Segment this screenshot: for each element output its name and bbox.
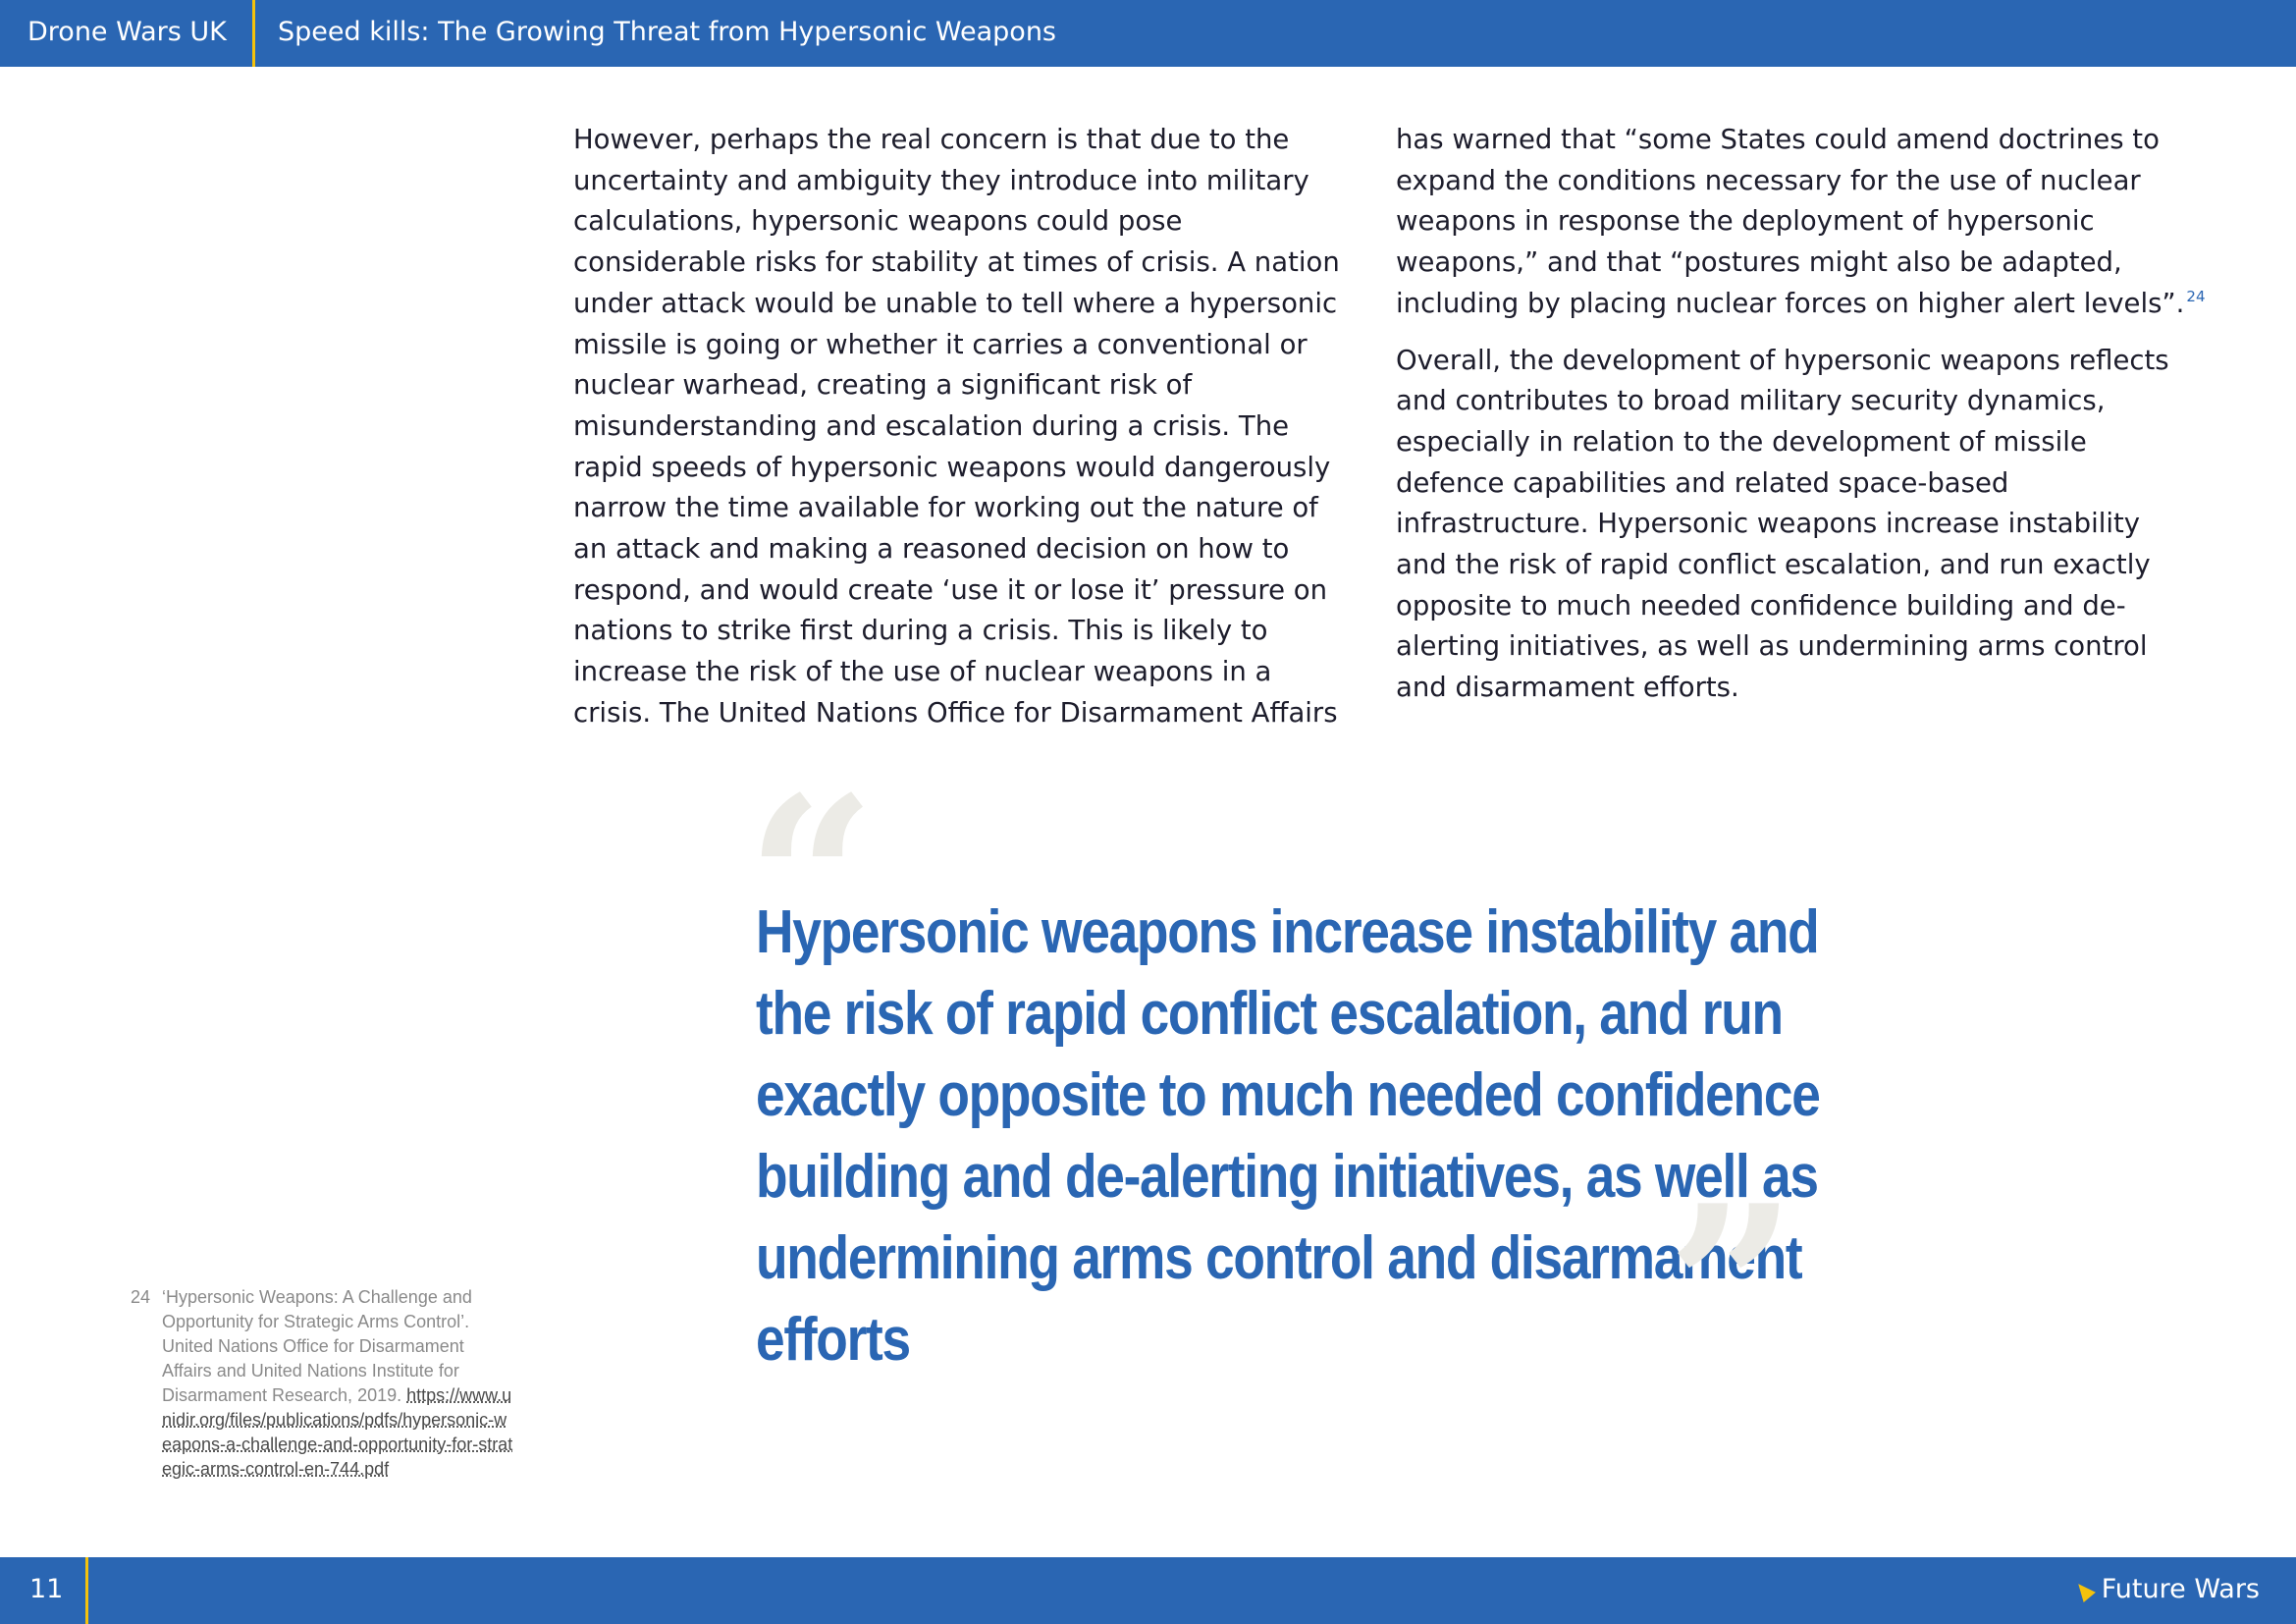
body-column-right bbox=[1396, 120, 2206, 709]
header-bar bbox=[0, 0, 2296, 67]
body-column-left bbox=[573, 120, 1349, 734]
page-number: 11 bbox=[29, 1574, 64, 1604]
series-name: Future Wars bbox=[2101, 1574, 2260, 1604]
arrow-cursor-icon bbox=[2072, 1579, 2096, 1602]
paragraph-text: has warned that “some States could amend doctrines to expand the conditions necessary for the use of nuclear weapons in response the deployment of hypersonic weapons,” and that “postures might also be adapted, bbox=[1396, 124, 2160, 279]
document-title: Speed kills: The Growing Threat from Hypersonic Weapons bbox=[278, 17, 1056, 47]
header-divider bbox=[252, 0, 255, 67]
footer-divider bbox=[85, 1557, 88, 1624]
body-paragraph: Overall, the development of hypersonic weapons reflects and contributes to broad military security dynamics, especially in relation to the development of missile defence capabilities and related space-based infrastructure. Hypersonic weapons increase instability and the risk of rapid conflict escalation, and run exactly opposite to much needed confidence building and de-alerting initiatives, as well as undermining arms control and disarmament efforts. bbox=[1396, 344, 2169, 704]
footnote-number: 24 bbox=[131, 1287, 151, 1307]
publisher-name: Drone Wars UK bbox=[27, 17, 227, 47]
footer-bar bbox=[0, 1557, 2296, 1624]
pull-quote: Hypersonic weapons increase instability and the risk of rapid conflict escalation, and run exactly opposite to much needed confidence building and de-alerting initiatives, as well as undermining arms control and disarmament efforts bbox=[756, 898, 1820, 1374]
open-quote-icon: “ bbox=[746, 748, 877, 1013]
footnote-body bbox=[162, 1285, 515, 1482]
series-label bbox=[2076, 1557, 2260, 1624]
paragraph-text-line bbox=[1396, 284, 2206, 325]
body-paragraph bbox=[1396, 120, 2206, 325]
body-paragraph: However, perhaps the real concern is that due to the uncertainty and ambiguity they introduce into military calculations, hypersonic weapons could pose considerable risks for stability at times of crisis. A nation under attack would be unable to tell where a hypersonic missile is going or whether it carries a conventional or nuclear warhead, creating a significant risk of misunderstanding and escalation during a crisis. The rapid speeds of hypersonic weapons would dangerously narrow the time available for working out the nature of an attack and making a reasoned decision on how to respond, and would create ‘use it or lose it’ pressure on nations to strike first during a crisis. This is likely to increase the risk of the use of nuclear weapons in a crisis. The United Nations Office for Disarmament Affairs bbox=[573, 124, 1340, 729]
footnote bbox=[131, 1285, 523, 1482]
close-quote-icon: ” bbox=[1667, 1157, 1797, 1422]
footnote-link[interactable]: https://www.unidir.org/files/publications/pdfs/hypersonic-weapons-a-challenge-and-opportunity-for-strategic-arms-control-en-744.pdf bbox=[162, 1385, 513, 1479]
footnote-reference[interactable]: 24 bbox=[2186, 288, 2206, 306]
paragraph-text: including by placing nuclear forces on higher alert levels”. bbox=[1396, 287, 2185, 319]
footnote-text: ‘Hypersonic Weapons: A Challenge and Opportunity for Strategic Arms Control’. United Nations Office for Disarmament Affairs and United Nations Institute for Disarmament Research, 2019. bbox=[162, 1287, 472, 1405]
